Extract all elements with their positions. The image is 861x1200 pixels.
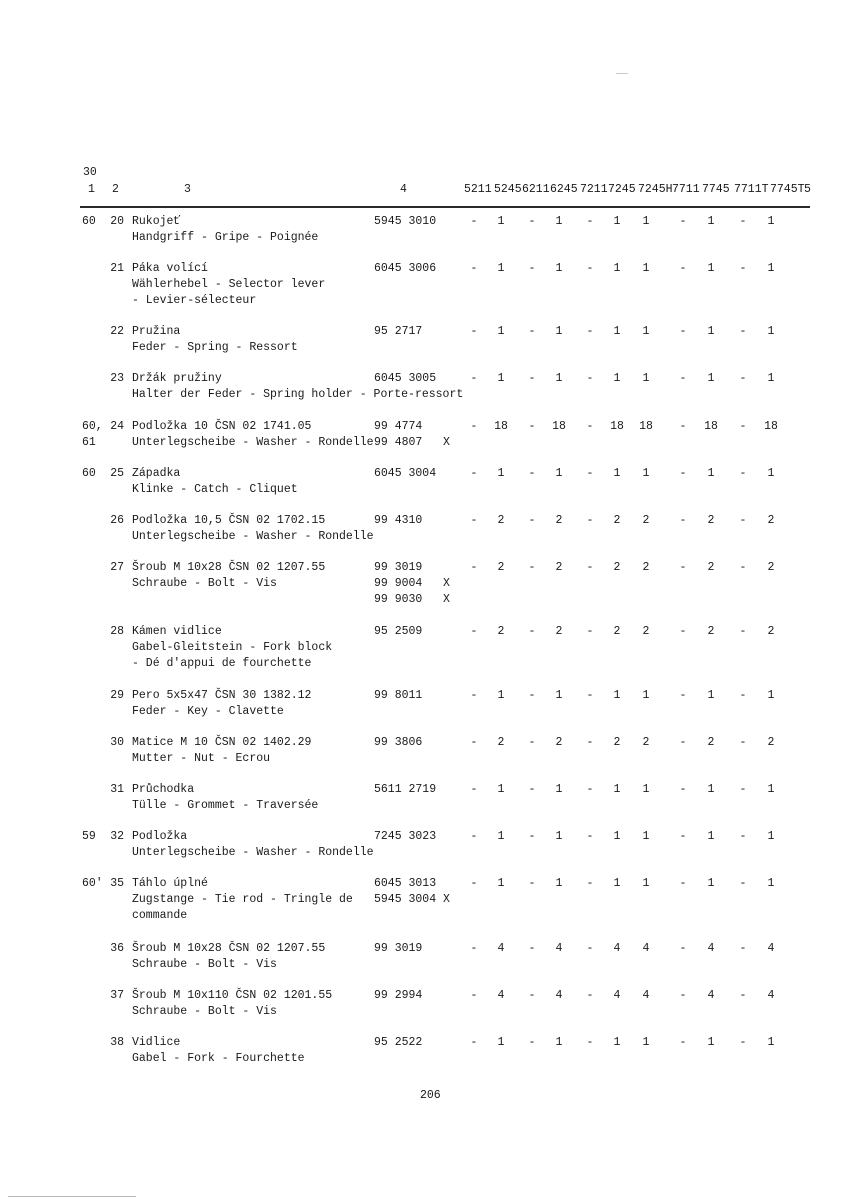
quantity-cell: - — [528, 325, 536, 338]
quantity-cell: 2 — [497, 514, 505, 527]
quantity-cell: 1 — [613, 1036, 621, 1049]
quantity-cell: 4 — [642, 942, 650, 955]
position-number: 35 — [110, 877, 124, 890]
quantity-cell: - — [739, 783, 747, 796]
quantity-cell: - — [470, 262, 478, 275]
quantity-cell: 1 — [497, 325, 505, 338]
position-number: 26 — [110, 514, 124, 527]
quantity-cell: 1 — [497, 215, 505, 228]
quantity-cell: 2 — [497, 625, 505, 638]
quantity-cell: - — [739, 561, 747, 574]
quantity-cell: 4 — [642, 989, 650, 1002]
quantity-cell: 2 — [642, 514, 650, 527]
model-column-header: 6245 — [550, 183, 578, 196]
quantity-cell: - — [679, 1036, 687, 1049]
quantity-cell: - — [528, 783, 536, 796]
figure-number: 60 — [82, 467, 96, 480]
quantity-cell: - — [470, 514, 478, 527]
quantity-cell: - — [528, 514, 536, 527]
model-column-header: 7711T — [734, 183, 769, 196]
quantity-cell: 1 — [497, 689, 505, 702]
quantity-cell: 2 — [767, 625, 775, 638]
quantity-cell: - — [528, 467, 536, 480]
quantity-cell: 18 — [764, 420, 778, 433]
quantity-cell: 1 — [642, 689, 650, 702]
position-number: 23 — [110, 372, 124, 385]
quantity-cell: 1 — [497, 372, 505, 385]
quantity-cell: - — [679, 689, 687, 702]
quantity-cell: 2 — [707, 561, 715, 574]
quantity-cell: - — [528, 372, 536, 385]
col-position-header: 2 — [112, 183, 119, 196]
part-name-translation: Feder - Spring - Ressort — [132, 341, 298, 354]
position-number: 30 — [110, 736, 124, 749]
quantity-cell: 18 — [639, 420, 653, 433]
part-number: 99 4774 — [374, 420, 423, 433]
part-name-czech: Průchodka — [132, 783, 195, 796]
quantity-cell: 2 — [555, 625, 563, 638]
part-name-translation: Unterlegscheibe - Washer - Rondelle — [132, 846, 374, 859]
part-name-czech: Táhlo úplné — [132, 877, 208, 890]
quantity-cell: - — [470, 989, 478, 1002]
quantity-cell: - — [586, 877, 594, 890]
part-number: 95 2509 — [374, 625, 423, 638]
quantity-cell: 1 — [707, 783, 715, 796]
quantity-cell: 1 — [555, 262, 563, 275]
quantity-cell: 1 — [497, 830, 505, 843]
part-name-translation: - Dé d'appui de fourchette — [132, 657, 312, 670]
model-column-header: 5211 — [464, 183, 492, 196]
quantity-cell: 1 — [642, 372, 650, 385]
quantity-cell: 1 — [642, 877, 650, 890]
quantity-cell: - — [586, 372, 594, 385]
col-quantity-header: 5 — [804, 183, 811, 196]
col-figure-header: 1 — [88, 183, 95, 196]
quantity-cell: 1 — [707, 1036, 715, 1049]
part-name-translation: Unterlegscheibe - Washer - Rondelle — [132, 530, 374, 543]
quantity-cell: 4 — [555, 989, 563, 1002]
quantity-cell: 1 — [555, 830, 563, 843]
quantity-cell: 1 — [642, 1036, 650, 1049]
quantity-cell: - — [679, 942, 687, 955]
quantity-cell: - — [679, 467, 687, 480]
quantity-cell: - — [470, 1036, 478, 1049]
quantity-cell: - — [739, 942, 747, 955]
part-number: 99 9030 — [374, 593, 423, 606]
footer-rule — [8, 1196, 136, 1197]
quantity-cell: 1 — [555, 1036, 563, 1049]
quantity-cell: - — [528, 420, 536, 433]
quantity-cell: - — [739, 215, 747, 228]
quantity-cell: 2 — [497, 736, 505, 749]
quantity-cell: 1 — [767, 372, 775, 385]
part-name-czech: Šroub M 10x28 ČSN 02 1207.55 — [132, 942, 326, 955]
quantity-cell: 2 — [613, 736, 621, 749]
part-name-czech: Rukojeť — [132, 215, 181, 228]
quantity-cell: 1 — [613, 325, 621, 338]
quantity-cell: - — [470, 325, 478, 338]
figure-number: 61 — [82, 436, 96, 449]
part-name-czech: Matice M 10 ČSN 02 1402.29 — [132, 736, 312, 749]
quantity-cell: 1 — [642, 830, 650, 843]
quantity-cell: - — [679, 877, 687, 890]
model-column-header: 7745 — [702, 183, 730, 196]
quantity-cell: 1 — [707, 877, 715, 890]
page-number: 206 — [420, 1089, 441, 1102]
quantity-cell: 2 — [707, 625, 715, 638]
quantity-cell: 4 — [613, 942, 621, 955]
quantity-cell: - — [586, 830, 594, 843]
quantity-cell: - — [528, 215, 536, 228]
quantity-cell: 1 — [642, 783, 650, 796]
quantity-cell: 2 — [642, 561, 650, 574]
quantity-cell: - — [528, 561, 536, 574]
alternate-marker: X — [443, 577, 450, 590]
quantity-cell: 1 — [613, 467, 621, 480]
quantity-cell: - — [586, 325, 594, 338]
part-name-translation: Wählerhebel - Selector lever — [132, 278, 326, 291]
quantity-cell: - — [470, 830, 478, 843]
part-name-translation: commande — [132, 909, 188, 922]
part-number: 95 2717 — [374, 325, 423, 338]
part-number: 5945 3004 — [374, 893, 437, 906]
part-name-translation: Schraube - Bolt - Vis — [132, 1005, 277, 1018]
part-number: 99 4310 — [374, 514, 423, 527]
quantity-cell: 2 — [555, 561, 563, 574]
quantity-cell: - — [470, 467, 478, 480]
part-name-czech: Pero 5x5x47 ČSN 30 1382.12 — [132, 689, 312, 702]
position-number: 37 — [110, 989, 124, 1002]
quantity-cell: 1 — [767, 783, 775, 796]
quantity-cell: - — [679, 989, 687, 1002]
part-number: 5945 3010 — [374, 215, 437, 228]
figure-number: 60' — [82, 877, 103, 890]
quantity-cell: 18 — [552, 420, 566, 433]
quantity-cell: 1 — [497, 1036, 505, 1049]
quantity-cell: 1 — [767, 325, 775, 338]
model-column-header: 7245H — [638, 183, 673, 196]
quantity-cell: - — [679, 325, 687, 338]
quantity-cell: 1 — [555, 372, 563, 385]
quantity-cell: - — [528, 262, 536, 275]
quantity-cell: 2 — [555, 736, 563, 749]
part-number: 99 3019 — [374, 561, 423, 574]
quantity-cell: 1 — [767, 467, 775, 480]
part-name-translation: Unterlegscheibe - Washer - Rondelle — [132, 436, 374, 449]
quantity-cell: 1 — [555, 783, 563, 796]
quantity-cell: - — [586, 215, 594, 228]
part-number: 99 3019 — [374, 942, 423, 955]
quantity-cell: - — [586, 561, 594, 574]
part-number: 95 2522 — [374, 1036, 423, 1049]
quantity-cell: - — [739, 420, 747, 433]
quantity-cell: 1 — [613, 262, 621, 275]
quantity-cell: - — [470, 942, 478, 955]
quantity-cell: 2 — [767, 736, 775, 749]
quantity-cell: 1 — [642, 325, 650, 338]
quantity-cell: 4 — [767, 942, 775, 955]
quantity-cell: 1 — [707, 830, 715, 843]
quantity-cell: 4 — [497, 942, 505, 955]
quantity-cell: 1 — [613, 877, 621, 890]
quantity-cell: 4 — [613, 989, 621, 1002]
quantity-cell: 1 — [555, 467, 563, 480]
quantity-cell: 1 — [707, 689, 715, 702]
quantity-cell: - — [470, 783, 478, 796]
quantity-cell: - — [586, 736, 594, 749]
part-name-czech: Západka — [132, 467, 181, 480]
quantity-cell: - — [586, 467, 594, 480]
quantity-cell: 1 — [613, 215, 621, 228]
quantity-cell: 1 — [613, 372, 621, 385]
quantity-cell: 4 — [767, 989, 775, 1002]
part-name-translation: Mutter - Nut - Ecrou — [132, 752, 271, 765]
quantity-cell: - — [679, 420, 687, 433]
quantity-cell: 1 — [555, 325, 563, 338]
alternate-marker: X — [443, 893, 450, 906]
part-name-czech: Podložka — [132, 830, 188, 843]
quantity-cell: - — [739, 262, 747, 275]
quantity-cell: - — [679, 514, 687, 527]
part-number: 99 3806 — [374, 736, 423, 749]
part-name-translation: Schraube - Bolt - Vis — [132, 577, 277, 590]
quantity-cell: 1 — [497, 783, 505, 796]
quantity-cell: 1 — [767, 830, 775, 843]
part-number: 7245 3023 — [374, 830, 437, 843]
quantity-cell: - — [739, 625, 747, 638]
part-name-translation: Zugstange - Tie rod - Tringle de — [132, 893, 353, 906]
part-name-translation: Handgriff - Gripe - Poignée — [132, 231, 319, 244]
quantity-cell: - — [739, 372, 747, 385]
quantity-cell: 1 — [497, 877, 505, 890]
quantity-cell: 2 — [642, 736, 650, 749]
part-number: 99 2994 — [374, 989, 423, 1002]
quantity-cell: - — [679, 372, 687, 385]
position-number: 20 — [110, 215, 124, 228]
quantity-cell: - — [679, 736, 687, 749]
quantity-cell: 1 — [767, 877, 775, 890]
part-name-czech: Šroub M 10x110 ČSN 02 1201.55 — [132, 989, 333, 1002]
quantity-cell: 2 — [642, 625, 650, 638]
quantity-cell: - — [679, 561, 687, 574]
section-number: 30 — [83, 166, 97, 179]
quantity-cell: 1 — [642, 215, 650, 228]
alternate-marker: X — [443, 593, 450, 606]
quantity-cell: 1 — [707, 262, 715, 275]
quantity-cell: - — [470, 372, 478, 385]
quantity-cell: - — [470, 625, 478, 638]
position-number: 22 — [110, 325, 124, 338]
quantity-cell: - — [528, 942, 536, 955]
model-column-header: 7745T — [770, 183, 805, 196]
part-name-czech: Podložka 10 ČSN 02 1741.05 — [132, 420, 312, 433]
quantity-cell: 4 — [497, 989, 505, 1002]
part-name-czech: Vidlice — [132, 1036, 181, 1049]
part-number: 5611 2719 — [374, 783, 437, 796]
quantity-cell: 1 — [613, 783, 621, 796]
position-number: 32 — [110, 830, 124, 843]
quantity-cell: 1 — [555, 215, 563, 228]
quantity-cell: - — [586, 942, 594, 955]
part-number: 6045 3006 — [374, 262, 437, 275]
quantity-cell: 18 — [610, 420, 624, 433]
position-number: 31 — [110, 783, 124, 796]
quantity-cell: - — [739, 877, 747, 890]
quantity-cell: - — [679, 783, 687, 796]
part-name-translation: Gabel - Fork - Fourchette — [132, 1052, 305, 1065]
part-name-translation: Gabel-Gleitstein - Fork block — [132, 641, 333, 654]
quantity-cell: 18 — [704, 420, 718, 433]
quantity-cell: 4 — [707, 989, 715, 1002]
position-number: 27 — [110, 561, 124, 574]
part-name-czech: Kámen vidlice — [132, 625, 222, 638]
quantity-cell: - — [739, 736, 747, 749]
part-number: 99 8011 — [374, 689, 423, 702]
quantity-cell: 1 — [707, 467, 715, 480]
quantity-cell: - — [586, 420, 594, 433]
part-name-czech: Držák pružiny — [132, 372, 222, 385]
quantity-cell: - — [470, 420, 478, 433]
part-name-translation: Tülle - Grommet - Traversée — [132, 799, 319, 812]
quantity-cell: 1 — [767, 689, 775, 702]
quantity-cell: 4 — [555, 942, 563, 955]
position-number: 21 — [110, 262, 124, 275]
position-number: 25 — [110, 467, 124, 480]
quantity-cell: - — [470, 689, 478, 702]
quantity-cell: 1 — [642, 262, 650, 275]
quantity-cell: - — [739, 514, 747, 527]
quantity-cell: 1 — [767, 262, 775, 275]
quantity-cell: 1 — [707, 215, 715, 228]
part-number: 6045 3004 — [374, 467, 437, 480]
quantity-cell: 2 — [497, 561, 505, 574]
model-column-header: 7711 — [672, 183, 700, 196]
quantity-cell: - — [586, 625, 594, 638]
part-number: 99 4807 — [374, 436, 423, 449]
quantity-cell: - — [679, 215, 687, 228]
quantity-cell: 4 — [707, 942, 715, 955]
scan-speck — [616, 73, 628, 74]
quantity-cell: - — [586, 262, 594, 275]
quantity-cell: 1 — [497, 262, 505, 275]
quantity-cell: - — [470, 736, 478, 749]
quantity-cell: 18 — [494, 420, 508, 433]
part-number: 99 9004 — [374, 577, 423, 590]
quantity-cell: 2 — [707, 514, 715, 527]
position-number: 28 — [110, 625, 124, 638]
quantity-cell: 2 — [767, 561, 775, 574]
quantity-cell: 1 — [707, 372, 715, 385]
position-number: 29 — [110, 689, 124, 702]
quantity-cell: 1 — [613, 689, 621, 702]
quantity-cell: - — [679, 625, 687, 638]
quantity-cell: 2 — [555, 514, 563, 527]
part-name-czech: Páka volící — [132, 262, 208, 275]
position-number: 38 — [110, 1036, 124, 1049]
quantity-cell: 1 — [767, 1036, 775, 1049]
quantity-cell: 1 — [555, 689, 563, 702]
quantity-cell: 2 — [613, 514, 621, 527]
quantity-cell: 1 — [613, 830, 621, 843]
part-name-translation: Schraube - Bolt - Vis — [132, 958, 277, 971]
quantity-cell: - — [586, 514, 594, 527]
model-column-header: 6211 — [522, 183, 550, 196]
col-description-header: 3 — [184, 183, 191, 196]
quantity-cell: - — [470, 561, 478, 574]
model-column-header: 7245 — [608, 183, 636, 196]
quantity-cell: - — [528, 689, 536, 702]
quantity-cell: - — [528, 989, 536, 1002]
quantity-cell: 1 — [497, 467, 505, 480]
quantity-cell: - — [739, 689, 747, 702]
part-name-translation: Halter der Feder - Spring holder - Porte-ressort — [132, 388, 464, 401]
quantity-cell: 1 — [642, 467, 650, 480]
part-number: 6045 3005 — [374, 372, 437, 385]
quantity-cell: - — [739, 1036, 747, 1049]
quantity-cell: 2 — [613, 625, 621, 638]
part-name-translation: Klinke - Catch - Cliquet — [132, 483, 298, 496]
alternate-marker: X — [443, 436, 450, 449]
quantity-cell: - — [528, 625, 536, 638]
quantity-cell: 2 — [707, 736, 715, 749]
part-name-czech: Podložka 10,5 ČSN 02 1702.15 — [132, 514, 326, 527]
quantity-cell: - — [470, 215, 478, 228]
quantity-cell: - — [586, 989, 594, 1002]
quantity-cell: - — [739, 830, 747, 843]
quantity-cell: - — [528, 736, 536, 749]
position-number: 36 — [110, 942, 124, 955]
figure-number: 59 — [82, 830, 96, 843]
quantity-cell: 2 — [613, 561, 621, 574]
quantity-cell: - — [586, 1036, 594, 1049]
quantity-cell: - — [586, 783, 594, 796]
col-part-number-header: 4 — [400, 183, 407, 196]
quantity-cell: - — [739, 989, 747, 1002]
part-number: 6045 3013 — [374, 877, 437, 890]
quantity-cell: 2 — [767, 514, 775, 527]
quantity-cell: - — [528, 1036, 536, 1049]
quantity-cell: 1 — [767, 215, 775, 228]
part-name-translation: Feder - Key - Clavette — [132, 705, 284, 718]
figure-number: 60 — [82, 215, 96, 228]
quantity-cell: - — [679, 262, 687, 275]
position-number: 24 — [110, 420, 124, 433]
quantity-cell: 1 — [707, 325, 715, 338]
part-name-czech: Šroub M 10x28 ČSN 02 1207.55 — [132, 561, 326, 574]
part-name-translation: - Levier-sélecteur — [132, 294, 257, 307]
part-name-czech: Pružina — [132, 325, 181, 338]
quantity-cell: 1 — [555, 877, 563, 890]
quantity-cell: - — [528, 877, 536, 890]
header-rule — [80, 206, 810, 208]
quantity-cell: - — [739, 325, 747, 338]
quantity-cell: - — [586, 689, 594, 702]
figure-number: 60, — [82, 420, 103, 433]
model-column-header: 5245 — [494, 183, 522, 196]
quantity-cell: - — [470, 877, 478, 890]
model-column-header: 7211 — [580, 183, 608, 196]
quantity-cell: - — [739, 467, 747, 480]
quantity-cell: - — [528, 830, 536, 843]
quantity-cell: - — [679, 830, 687, 843]
